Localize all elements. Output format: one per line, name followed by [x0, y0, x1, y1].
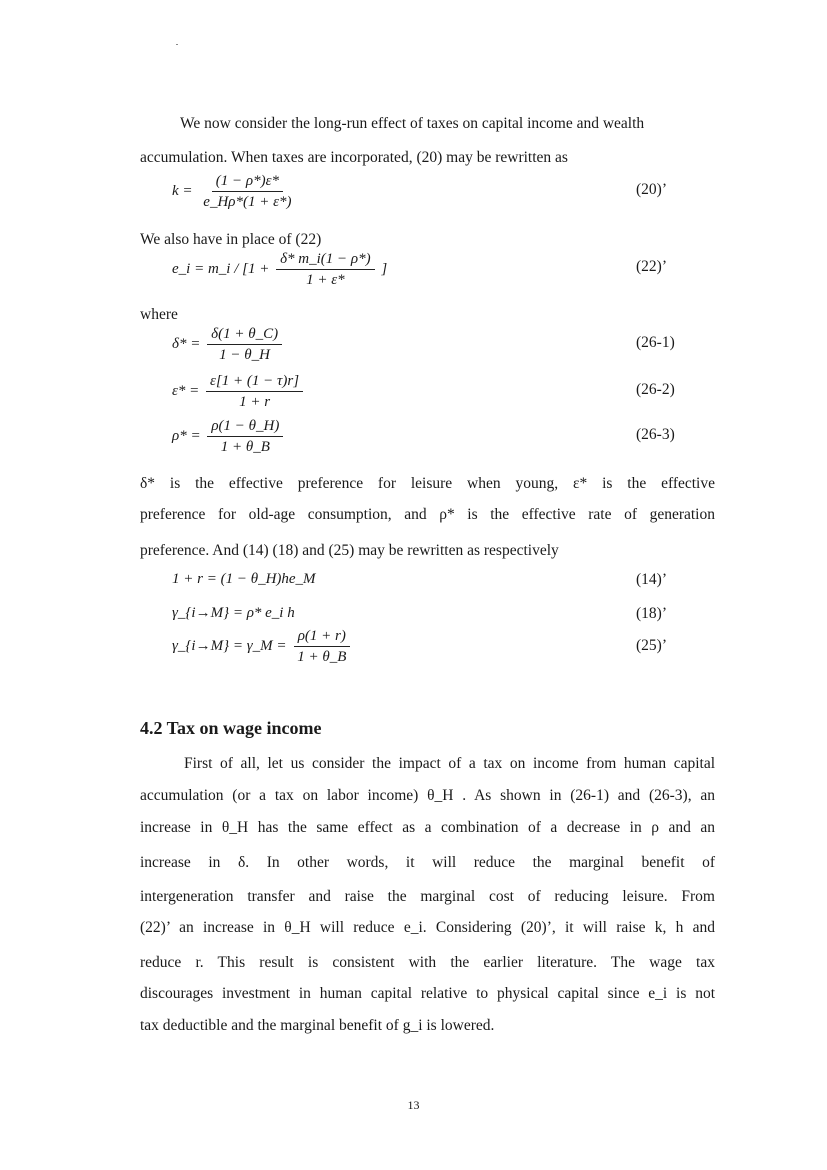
equation-20	[172, 172, 299, 211]
section-line: discourages investment in human capital relative to physical capital since e_i is not	[140, 985, 715, 1002]
fraction-denominator: 1 − θ_H	[219, 347, 270, 363]
section-line: accumulation (or a tax on labor income) θ_H . As shown in (26-1) and (26-3), an	[140, 787, 715, 804]
equation-25	[172, 627, 353, 666]
definition-line: preference. And (14) (18) and (25) may be rewritten as respectively	[140, 542, 559, 559]
equation-label: (25)’	[636, 637, 667, 654]
equation-rhs: ]	[381, 261, 388, 277]
paragraph-line: We also have in place of (22)	[140, 231, 322, 248]
fraction-denominator: 1 + θ_B	[297, 649, 347, 665]
definition-line: δ* is the effective preference for leisure when young, ε* is the effective	[140, 475, 715, 492]
fraction-denominator: e_Hρ*(1 + ε*)	[203, 194, 292, 210]
equation-label: (26-3)	[636, 426, 675, 443]
page-number: 13	[407, 1098, 420, 1112]
equation-14: 1 + r = (1 − θ_H)he_M	[172, 571, 316, 587]
equation-22	[172, 250, 387, 289]
equation-lhs: e_i = m_i / [1 +	[172, 261, 270, 277]
equation-label: (22)’	[636, 258, 667, 275]
equation-lhs: ρ* =	[172, 428, 201, 444]
fraction-denominator: 1 + θ_B	[220, 439, 270, 455]
section-heading: 4.2 Tax on wage income	[140, 718, 322, 738]
equation-lhs: k =	[172, 183, 193, 199]
equation-label: (26-1)	[636, 334, 675, 351]
fraction-denominator: 1 + ε*	[306, 272, 345, 288]
definition-line: preference for old-age consumption, and ρ* is the effective rate of generation	[140, 506, 715, 523]
fraction-numerator: ρ(1 − θ_H)	[207, 417, 283, 437]
section-line: increase in δ. In other words, it will reduce the marginal benefit of	[140, 854, 715, 871]
scan-mark	[176, 44, 178, 45]
paragraph-line: where	[140, 306, 178, 323]
section-line: tax deductible and the marginal benefit of g_i is lowered.	[140, 1017, 495, 1034]
equation-26-1	[172, 325, 285, 364]
fraction-denominator: 1 + r	[239, 394, 271, 410]
equation-18: γ_{i→M} = ρ* e_i h	[172, 605, 295, 621]
section-line: (22)’ an increase in θ_H will reduce e_i. Considering (20)’, it will raise k, h and	[140, 919, 715, 936]
section-line: increase in θ_H has the same effect as a combination of a decrease in ρ and an	[140, 819, 715, 836]
section-line: intergeneration transfer and raise the marginal cost of reducing leisure. From	[140, 888, 715, 905]
equation-label: (26-2)	[636, 381, 675, 398]
paragraph-line: accumulation. When taxes are incorporated, (20) may be rewritten as	[140, 149, 568, 166]
paragraph-line: We now consider the long-run effect of taxes on capital income and wealth	[180, 115, 645, 132]
equation-26-3	[172, 417, 286, 456]
fraction-numerator: δ* m_i(1 − ρ*)	[276, 250, 375, 270]
fraction-numerator: ε[1 + (1 − τ)r]	[206, 372, 303, 392]
equation-lhs: δ* =	[172, 336, 201, 352]
equation-lhs: γ_{i→M} = γ_M =	[172, 638, 287, 654]
fraction-numerator: ρ(1 + r)	[294, 627, 350, 647]
section-line: First of all, let us consider the impact of a tax on income from human capital	[184, 755, 715, 772]
section-line: reduce r. This result is consistent with the earlier literature. The wage tax	[140, 954, 715, 971]
fraction-numerator: δ(1 + θ_C)	[207, 325, 282, 345]
equation-label: (20)’	[636, 181, 667, 198]
equation-lhs: ε* =	[172, 383, 200, 399]
equation-label: (18)’	[636, 605, 667, 622]
equation-26-2	[172, 372, 306, 411]
equation-label: (14)’	[636, 571, 667, 588]
fraction-numerator: (1 − ρ*)ε*	[212, 172, 283, 192]
